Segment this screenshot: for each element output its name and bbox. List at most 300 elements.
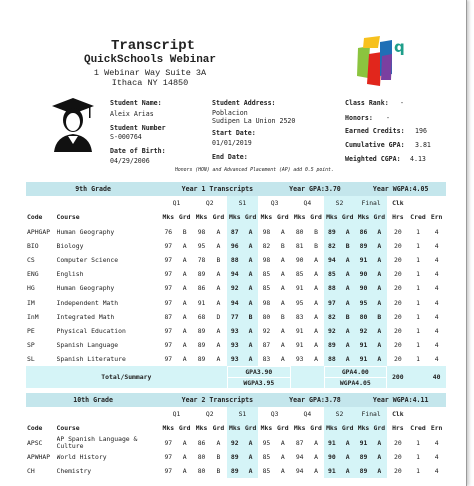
- q1-mks: 97: [164, 467, 173, 476]
- s1-mks: 96: [227, 239, 243, 253]
- q4-mks: 91: [295, 341, 304, 350]
- cred: 1: [416, 438, 420, 447]
- col-ern: Ern: [430, 424, 443, 433]
- q3-mks: 83: [262, 355, 271, 364]
- sub-grd: Grd: [340, 421, 355, 435]
- col-final: Final: [355, 196, 387, 210]
- s2-mks: 82: [324, 310, 340, 324]
- sub-mks: Mks: [162, 424, 175, 433]
- total-clk-hrs: 200: [387, 366, 409, 388]
- s2-mks: 89: [324, 225, 340, 239]
- q4-mks: 93: [295, 355, 304, 364]
- course-row: [26, 239, 446, 253]
- s2-grd: A: [340, 352, 355, 366]
- sub-mks: Mks: [227, 210, 243, 224]
- grade-level: 9th Grade: [26, 182, 160, 196]
- cred: 1: [416, 312, 420, 321]
- q2-grd: A: [216, 227, 221, 236]
- final-grd: A: [372, 296, 387, 310]
- q4-grd: A: [314, 256, 318, 265]
- honors-value: -: [386, 114, 390, 122]
- grade-level: 10th Grade: [26, 393, 160, 407]
- dob-label: Date of Birth:: [110, 147, 166, 155]
- q1-grd: A: [182, 256, 187, 265]
- course-name: AP Spanish Language & Culture: [56, 435, 138, 450]
- final-mks: 91: [355, 253, 371, 267]
- sub-grd: Grd: [277, 213, 289, 222]
- course-row: [26, 352, 446, 366]
- q2-grd: D: [216, 312, 221, 321]
- sub-grd: Grd: [372, 210, 387, 224]
- s2-mks: 89: [324, 338, 340, 352]
- sub-header-row: [26, 421, 446, 435]
- course-row: [26, 338, 446, 352]
- s1-grd: A: [243, 338, 258, 352]
- q4-mks: 91: [295, 284, 304, 293]
- clk-hrs: 20: [393, 452, 402, 461]
- honors-label: Honors:: [345, 114, 373, 122]
- col-q4: Q4: [303, 199, 312, 208]
- col-q3: Q3: [270, 410, 279, 419]
- s1-grd: A: [243, 436, 258, 450]
- s1-grd: A: [243, 324, 258, 338]
- sub-mks: Mks: [324, 421, 340, 435]
- course-row: [26, 310, 446, 324]
- sub-grd: Grd: [277, 424, 289, 433]
- student-number: S-000764: [110, 133, 142, 141]
- q2-grd: A: [216, 355, 221, 364]
- sub-grd: Grd: [212, 424, 225, 433]
- cred: 1: [416, 341, 420, 350]
- course-name: Chemistry: [56, 467, 92, 476]
- col-q4: Q4: [303, 410, 312, 419]
- course-code: IM: [27, 298, 35, 307]
- q2-grd: A: [216, 438, 221, 447]
- cred: 1: [416, 227, 420, 236]
- q1-grd: A: [182, 326, 187, 335]
- student-avatar: [44, 96, 102, 154]
- q3-mks: 95: [262, 438, 271, 447]
- student-name-label: Student Name:: [110, 99, 162, 107]
- final-mks: 89: [355, 239, 371, 253]
- col-q2: Q2: [205, 410, 214, 419]
- q4-mks: 83: [295, 312, 304, 321]
- course-name: Human Geography: [56, 227, 115, 236]
- col-ern: Ern: [430, 213, 443, 222]
- col-hrs: Hrs: [392, 213, 404, 222]
- year-gpa: Year GPA:3.70: [275, 182, 356, 196]
- sub-mks: Mks: [260, 213, 273, 222]
- q1-mks: 97: [164, 452, 173, 461]
- q4-mks: 85: [295, 270, 304, 279]
- sub-grd: Grd: [178, 424, 191, 433]
- end-date-label: End Date:: [212, 153, 248, 161]
- q2-mks: 98: [197, 227, 206, 236]
- q4-grd: A: [314, 341, 318, 350]
- ern: 4: [434, 438, 439, 447]
- course-code: BIO: [27, 241, 39, 250]
- col-clk: Clk: [392, 199, 404, 208]
- course-row: [26, 267, 446, 281]
- course-name: Computer Science: [56, 256, 119, 265]
- school-name: QuickSchools Webinar: [83, 54, 217, 66]
- q4-grd: A: [314, 326, 318, 335]
- s2-grd: A: [340, 225, 355, 239]
- cred: 1: [416, 452, 420, 461]
- page-title: Transcript: [110, 38, 195, 54]
- s1-mks: 87: [227, 225, 243, 239]
- final-grd: B: [372, 310, 387, 324]
- sub-grd: Grd: [310, 213, 322, 222]
- clk-hrs: 20: [393, 270, 402, 279]
- s1-mks: 92: [227, 436, 243, 450]
- q2-mks: 80: [197, 452, 206, 461]
- s2-grd: A: [340, 338, 355, 352]
- final-grd: A: [372, 464, 387, 478]
- q1-grd: A: [182, 438, 187, 447]
- total-summary-label: Total/Summary: [26, 366, 227, 388]
- sub-grd: Grd: [372, 421, 387, 435]
- course-name: Physical Education: [56, 326, 126, 335]
- s2-grd: A: [340, 450, 355, 464]
- q3-grd: A: [280, 326, 285, 335]
- total-earned: 40: [427, 366, 446, 388]
- course-name: World History: [56, 452, 107, 461]
- q1-mks: 97: [164, 341, 173, 350]
- s1-mks: 94: [227, 267, 243, 281]
- q2-grd: A: [216, 241, 221, 250]
- final-mks: 90: [355, 281, 371, 295]
- final-grd: A: [372, 281, 387, 295]
- course-name: Biology: [56, 241, 84, 250]
- course-code: CH: [27, 467, 35, 476]
- s1-grd: A: [243, 281, 258, 295]
- q1-mks: 97: [164, 256, 173, 265]
- sub-grd: Grd: [178, 213, 191, 222]
- course-row: [26, 253, 446, 267]
- s2-mks: 92: [324, 324, 340, 338]
- s2-grd: B: [340, 239, 355, 253]
- s2-mks: 88: [324, 281, 340, 295]
- sub-mks: Mks: [324, 210, 340, 224]
- sub-mks: Mks: [227, 421, 243, 435]
- q1-grd: A: [182, 270, 187, 279]
- ern: 4: [434, 241, 439, 250]
- cumulative-gpa-label: Cumulative GPA:: [345, 141, 405, 149]
- student-number-label: Student Number: [110, 124, 166, 132]
- year2-transcript-table: [26, 393, 446, 478]
- q1-mks: 97: [164, 438, 173, 447]
- year-wgpa: Year WGPA:4.05: [355, 182, 446, 196]
- course-row: [26, 324, 446, 338]
- q3-mks: 85: [262, 284, 271, 293]
- final-mks: 95: [355, 296, 371, 310]
- q2-mks: 89: [197, 341, 206, 350]
- s1-gpa: GPA3.90: [228, 367, 290, 377]
- s1-wgpa: WGPA3.95: [228, 378, 290, 388]
- col-s2: S2: [324, 407, 356, 421]
- col-clk: Clk: [392, 410, 404, 419]
- final-grd: A: [372, 253, 387, 267]
- year-bar: [26, 182, 446, 196]
- start-date-label: Start Date:: [212, 129, 256, 137]
- course-code: APSC: [27, 438, 43, 447]
- year-transcript-title: Year 2 Transcripts: [160, 393, 274, 407]
- s1-grd: A: [243, 464, 258, 478]
- q3-grd: A: [280, 341, 285, 350]
- final-mks: 92: [355, 324, 371, 338]
- s2-mks: 91: [324, 464, 340, 478]
- q2-mks: 68: [197, 312, 206, 321]
- cred: 1: [416, 355, 420, 364]
- clk-hrs: 20: [393, 467, 402, 476]
- q1-mks: 97: [164, 270, 173, 279]
- s1-mks: 92: [227, 281, 243, 295]
- col-course: Course: [56, 213, 80, 222]
- q4-mks: 94: [295, 452, 304, 461]
- s1-mks: 94: [227, 296, 243, 310]
- col-cred: Cred: [410, 213, 426, 222]
- svg-text:q: q: [394, 38, 405, 56]
- sub-mks: Mks: [293, 424, 306, 433]
- s1-mks: 77: [227, 310, 243, 324]
- q2-mks: 86: [197, 284, 206, 293]
- s1-grd: A: [243, 239, 258, 253]
- q2-grd: A: [216, 341, 221, 350]
- s1-mks: 89: [227, 464, 243, 478]
- q3-mks: 87: [262, 341, 271, 350]
- course-row: [26, 225, 446, 239]
- quarter-header-row: [26, 407, 446, 421]
- col-q2: Q2: [205, 199, 214, 208]
- final-mks: 89: [355, 450, 371, 464]
- q1-grd: A: [182, 284, 187, 293]
- cred: 1: [416, 256, 420, 265]
- course-name: Human Geography: [56, 284, 115, 293]
- q2-mks: 86: [197, 438, 206, 447]
- final-mks: 80: [355, 310, 371, 324]
- course-name: Independent Math: [56, 298, 119, 307]
- final-grd: A: [372, 324, 387, 338]
- q1-mks: 87: [164, 312, 173, 321]
- q3-mks: 82: [262, 241, 271, 250]
- s1-mks: 88: [227, 253, 243, 267]
- q3-grd: B: [280, 241, 285, 250]
- sub-header-row: [26, 210, 446, 224]
- q2-grd: A: [216, 284, 221, 293]
- q3-grd: A: [280, 298, 285, 307]
- s1-mks: 93: [227, 338, 243, 352]
- q4-mks: 94: [295, 467, 304, 476]
- col-q1: Q1: [172, 410, 181, 419]
- col-q3: Q3: [270, 199, 279, 208]
- col-s1: S1: [227, 407, 259, 421]
- q1-grd: A: [182, 452, 187, 461]
- quickschools-logo: [356, 34, 410, 90]
- q3-grd: A: [280, 438, 285, 447]
- year-bar: [26, 393, 446, 407]
- year-gpa: Year GPA:3.78: [275, 393, 356, 407]
- s2-wgpa: WGPA4.05: [325, 378, 386, 388]
- q2-mks: 78: [197, 256, 206, 265]
- ern: 4: [434, 270, 439, 279]
- quarter-header-row: [26, 196, 446, 210]
- q2-mks: 89: [197, 270, 206, 279]
- q2-grd: A: [216, 326, 221, 335]
- ern: 4: [434, 467, 439, 476]
- q3-mks: 85: [262, 467, 271, 476]
- ern: 4: [434, 326, 439, 335]
- cred: 1: [416, 298, 420, 307]
- q2-mks: 91: [197, 298, 206, 307]
- s2-grd: A: [340, 267, 355, 281]
- col-code: Code: [27, 424, 43, 433]
- final-grd: A: [372, 450, 387, 464]
- q4-mks: 87: [295, 438, 304, 447]
- col-s1: S1: [227, 196, 259, 210]
- start-date-value: 01/01/2019: [212, 139, 252, 147]
- q1-mks: 97: [164, 298, 173, 307]
- q4-grd: A: [314, 355, 318, 364]
- s1-mks: 89: [227, 450, 243, 464]
- q3-mks: 85: [262, 452, 271, 461]
- q1-mks: 97: [164, 241, 173, 250]
- s1-mks: 93: [227, 352, 243, 366]
- s2-gpa: GPA4.00: [325, 367, 386, 377]
- cred: 1: [416, 241, 420, 250]
- weighting-note: Honors (HON) and Advanced Placement (AP) add 0.5 point.: [175, 168, 334, 173]
- q1-mks: 97: [164, 355, 173, 364]
- col-q1: Q1: [172, 199, 181, 208]
- q3-mks: 98: [262, 227, 271, 236]
- cred: 1: [416, 326, 420, 335]
- q4-grd: A: [314, 298, 318, 307]
- q2-grd: A: [216, 270, 221, 279]
- cred: 1: [416, 270, 420, 279]
- col-s2: S2: [324, 196, 356, 210]
- q3-mks: 98: [262, 256, 271, 265]
- q2-mks: 89: [197, 355, 206, 364]
- course-code: CS: [27, 256, 35, 265]
- col-hrs: Hrs: [392, 424, 404, 433]
- course-row: [26, 296, 446, 310]
- ern: 4: [434, 312, 439, 321]
- s2-grd: B: [340, 310, 355, 324]
- earned-credits-value: 196: [415, 127, 427, 135]
- dob-value: 04/29/2006: [110, 157, 150, 165]
- course-code: HG: [27, 284, 35, 293]
- q1-mks: 97: [164, 284, 173, 293]
- final-grd: A: [372, 338, 387, 352]
- s1-grd: A: [243, 450, 258, 464]
- student-address-label: Student Address:: [212, 99, 276, 107]
- s2-grd: A: [340, 464, 355, 478]
- col-final: Final: [355, 407, 387, 421]
- q3-grd: A: [280, 227, 285, 236]
- earned-credits-label: Earned Credits:: [345, 127, 405, 135]
- class-rank-value: -: [400, 99, 404, 107]
- student-address-line1: Poblacion: [212, 109, 248, 117]
- q3-grd: A: [280, 355, 285, 364]
- clk-hrs: 20: [393, 227, 402, 236]
- q4-mks: 80: [295, 227, 304, 236]
- final-mks: 91: [355, 436, 371, 450]
- clk-hrs: 20: [393, 298, 402, 307]
- s1-mks: 93: [227, 324, 243, 338]
- final-mks: 91: [355, 352, 371, 366]
- s1-grd: A: [243, 253, 258, 267]
- sub-mks: Mks: [260, 424, 273, 433]
- sub-mks: Mks: [162, 213, 175, 222]
- q2-grd: A: [216, 298, 221, 307]
- q3-grd: B: [280, 312, 285, 321]
- s2-grd: A: [340, 281, 355, 295]
- sub-mks: Mks: [355, 421, 371, 435]
- clk-hrs: 20: [393, 341, 402, 350]
- q2-grd: B: [216, 467, 221, 476]
- final-mks: 90: [355, 267, 371, 281]
- s1-grd: A: [243, 225, 258, 239]
- s1-grd: A: [243, 296, 258, 310]
- s2-mks: 88: [324, 352, 340, 366]
- q4-mks: 95: [295, 298, 304, 307]
- course-name: English: [56, 270, 84, 279]
- ern: 4: [434, 256, 439, 265]
- s2-grd: A: [340, 324, 355, 338]
- student-name: Aleix Arias: [110, 110, 154, 118]
- sub-mks: Mks: [195, 213, 208, 222]
- final-grd: A: [372, 436, 387, 450]
- course-name: Spanish Literature: [56, 355, 126, 364]
- school-address-line2: Ithaca NY 14850: [111, 78, 189, 88]
- q1-grd: A: [182, 312, 187, 321]
- student-address-line2: Sudipen La Union 2520: [212, 117, 296, 125]
- q3-grd: A: [280, 256, 285, 265]
- year-wgpa: Year WGPA:4.11: [355, 393, 446, 407]
- q3-grd: A: [280, 284, 285, 293]
- cred: 1: [416, 284, 420, 293]
- s2-mks: 82: [324, 239, 340, 253]
- s1-grd: A: [243, 267, 258, 281]
- clk-hrs: 20: [393, 355, 402, 364]
- course-code: InM: [27, 312, 39, 321]
- course-code: SL: [27, 355, 35, 364]
- sub-grd: Grd: [340, 210, 355, 224]
- school-address-line1: 1 Webinar Way Suite 3A: [93, 68, 207, 78]
- final-mks: 91: [355, 338, 371, 352]
- q1-grd: A: [182, 241, 187, 250]
- q3-mks: 92: [262, 326, 271, 335]
- q4-grd: A: [314, 270, 318, 279]
- s1-grd: A: [243, 352, 258, 366]
- q3-mks: 80: [262, 312, 271, 321]
- col-cred: Cred: [410, 424, 426, 433]
- q3-grd: A: [280, 452, 285, 461]
- q4-grd: A: [314, 312, 318, 321]
- q3-grd: A: [280, 270, 285, 279]
- course-code: APHGAP: [27, 227, 51, 236]
- q1-grd: B: [182, 227, 187, 236]
- q4-grd: B: [314, 227, 318, 236]
- col-course: Course: [56, 424, 80, 433]
- q1-grd: A: [182, 355, 187, 364]
- q2-grd: B: [216, 452, 221, 461]
- year-transcript-title: Year 1 Transcripts: [160, 182, 274, 196]
- course-code: ENG: [27, 270, 39, 279]
- weighted-cgpa-value: 4.13: [410, 155, 426, 163]
- q4-grd: A: [314, 284, 318, 293]
- course-row: [26, 450, 446, 464]
